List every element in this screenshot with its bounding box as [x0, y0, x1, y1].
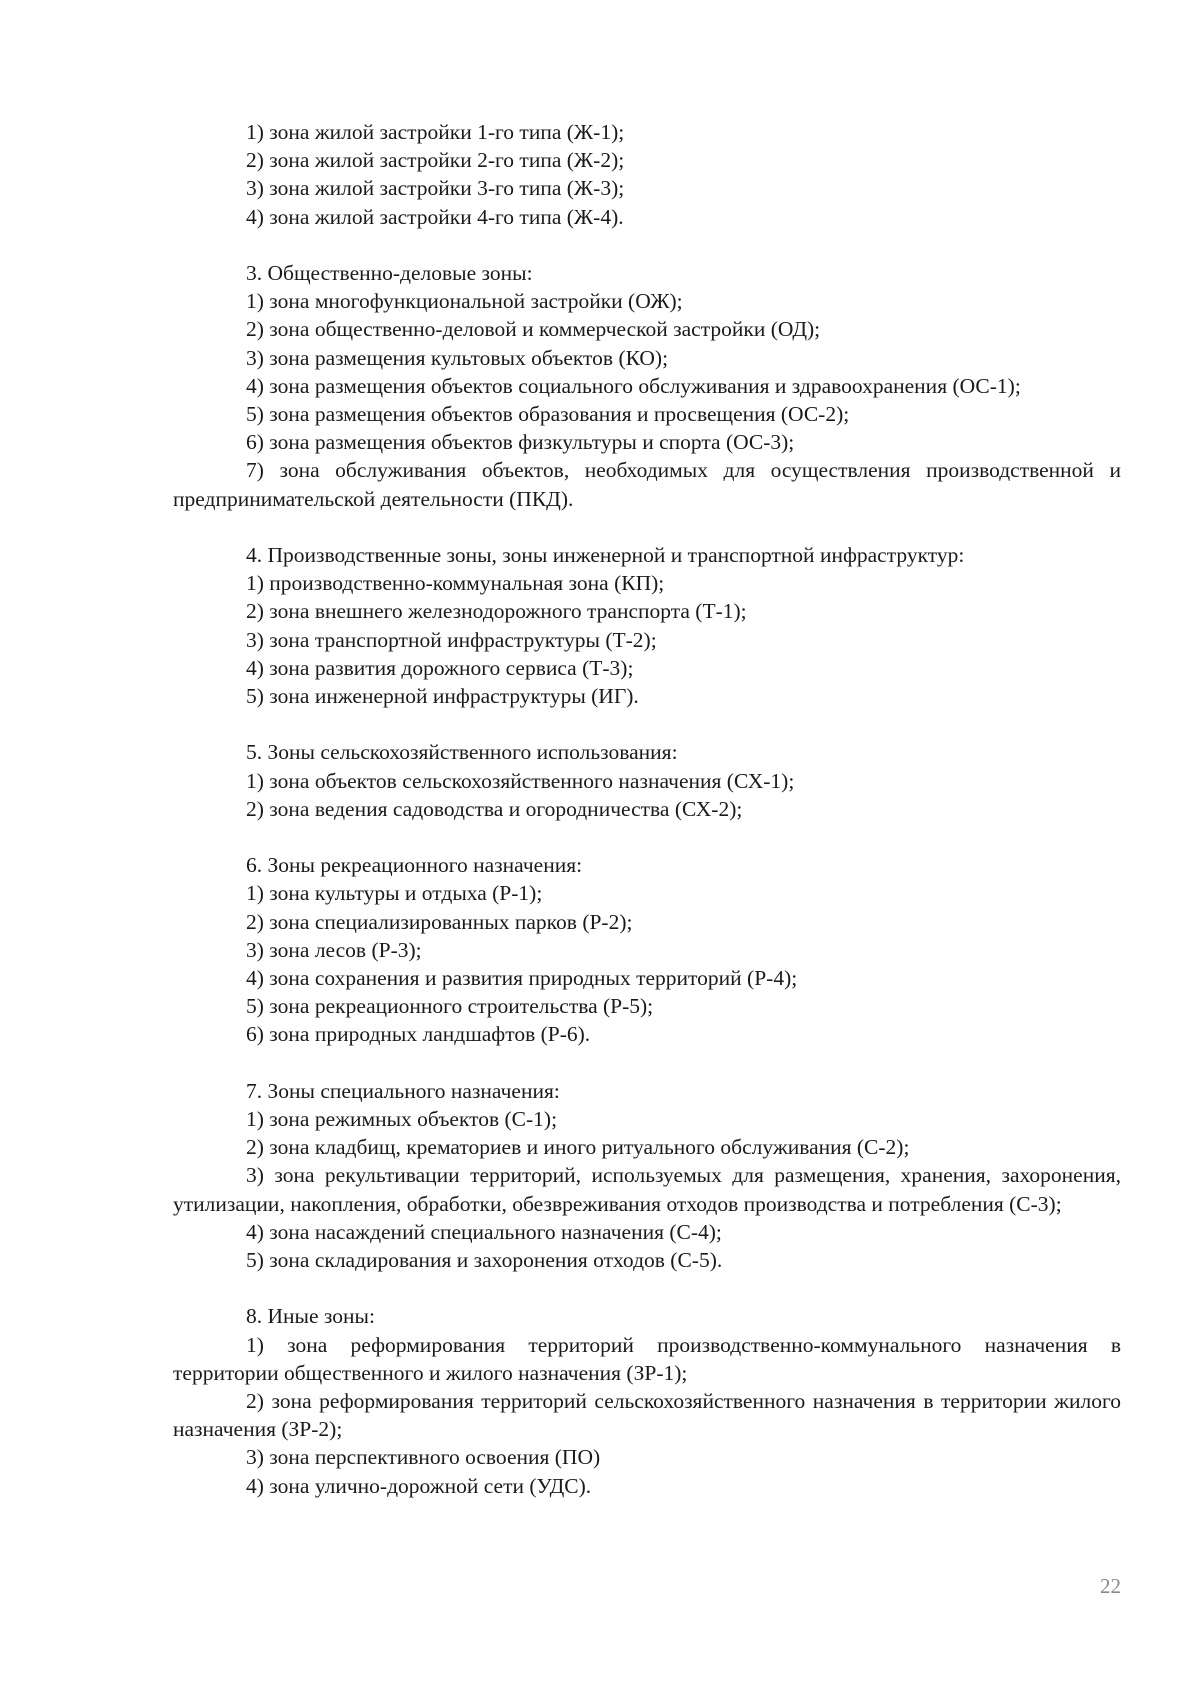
list-item: 4) зона размещения объектов социального обслуживания и здравоохранения (ОС-1);: [246, 373, 1021, 398]
list-item: 5) зона инженерной инфраструктуры (ИГ).: [246, 684, 639, 709]
section-gap: [173, 231, 1121, 259]
list-item: 3) зона рекультивации территорий, используемых для размещения, хранения, захоронения, утилизации, накопления, обработки, обезвреживания отходов производства и потребления (С-3);: [173, 1163, 1121, 1216]
section-heading: 4. Производственные зоны, зоны инженерной и транспортной инфраструктур:: [246, 543, 965, 568]
section-heading: 6. Зоны рекреационного назначения:: [246, 853, 583, 878]
list-item: 2) зона общественно-деловой и коммерческой застройки (ОД);: [246, 317, 821, 342]
list-item: 4) зона улично-дорожной сети (УДС).: [246, 1473, 592, 1498]
list-item: 3) зона транспортной инфраструктуры (Т-2);: [246, 627, 657, 652]
list-item: 2) зона реформирования территорий сельскохозяйственного назначения в территории жилого назначения (ЗР-2);: [173, 1389, 1121, 1442]
section-gap: [173, 710, 1121, 738]
list-item: 2) зона внешнего железнодорожного транспорта (Т-1);: [246, 599, 747, 624]
document-body: [173, 118, 1121, 1500]
list-item: 4) зона насаждений специального назначения (С-4);: [246, 1219, 722, 1244]
section-heading: 3. Общественно-деловые зоны:: [246, 261, 533, 285]
list-item: 1) зона жилой застройки 1-го типа (Ж-1);: [246, 120, 625, 144]
list-item: 3) зона жилой застройки 3-го типа (Ж-3);: [246, 176, 625, 201]
list-item: 7) зона обслуживания объектов, необходимых для осуществления производственной и предпринимательской деятельности (ПКД).: [173, 458, 1121, 511]
list-item: 1) зона режимных объектов (С-1);: [246, 1107, 558, 1132]
list-item: 4) зона жилой застройки 4-го типа (Ж-4).: [246, 204, 624, 229]
list-item: 2) зона ведения садоводства и огородничества (СХ-2);: [246, 796, 743, 821]
list-item: 1) зона многофункциональной застройки (ОЖ);: [246, 289, 683, 314]
list-item: 3) зона лесов (Р-3);: [246, 937, 422, 962]
section-heading: 8. Иные зоны:: [246, 1304, 375, 1329]
section-gap: [173, 513, 1121, 541]
list-item: 4) зона развития дорожного сервиса (Т-3);: [246, 655, 634, 680]
list-item: 2) зона специализированных парков (Р-2);: [246, 909, 633, 934]
section-heading: 5. Зоны сельскохозяйственного использования:: [246, 740, 678, 765]
list-item: 3) зона перспективного освоения (ПО): [246, 1445, 601, 1470]
list-item: 5) зона рекреационного строительства (Р-5);: [246, 994, 654, 1019]
section-heading: 7. Зоны специального назначения:: [246, 1078, 560, 1103]
list-item: 5) зона складирования и захоронения отходов (С-5).: [246, 1248, 723, 1273]
list-item: 3) зона размещения культовых объектов (КО);: [246, 345, 669, 370]
list-item: 1) зона объектов сельскохозяйственного назначения (СХ-1);: [246, 768, 795, 793]
section-gap: [173, 823, 1121, 851]
list-item: 1) зона реформирования территорий производственно-коммунального назначения в территории общественного и жилого назначения (ЗР-1);: [173, 1332, 1121, 1385]
list-item: 4) зона сохранения и развития природных территорий (Р-4);: [246, 966, 798, 991]
page-number: 22: [1100, 1574, 1121, 1598]
list-item: 1) производственно-коммунальная зона (КП);: [246, 571, 665, 596]
list-item: 2) зона кладбищ, крематориев и иного ритуального обслуживания (С-2);: [246, 1135, 910, 1160]
list-item: 2) зона жилой застройки 2-го типа (Ж-2);: [246, 148, 625, 173]
section-gap: [173, 1274, 1121, 1302]
list-item: 5) зона размещения объектов образования и просвещения (ОС-2);: [246, 402, 850, 427]
list-item: 6) зона размещения объектов физкультуры и спорта (ОС-3);: [246, 430, 795, 455]
section-gap: [173, 1049, 1121, 1077]
list-item: 1) зона культуры и отдыха (Р-1);: [246, 881, 543, 906]
list-item: 6) зона природных ландшафтов (Р-6).: [246, 1022, 591, 1047]
